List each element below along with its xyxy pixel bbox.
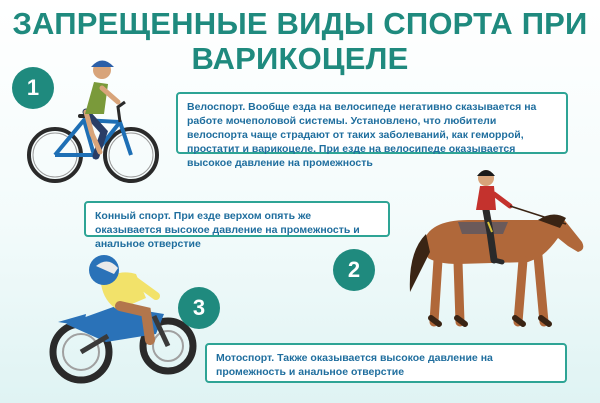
title-line-1: ЗАПРЕЩЕННЫЕ ВИДЫ СПОРТА ПРИ <box>12 6 588 41</box>
title-line-2: ВАРИКОЦЕЛЕ <box>191 41 409 76</box>
section-2-text: Конный спорт. При езде верхом опять же оказывается высокое давление на промежность и анальное отверстие <box>95 210 360 250</box>
cyclist-illustration <box>22 52 162 187</box>
motorcyclist-illustration <box>46 244 201 394</box>
section-3-text-box <box>205 343 567 383</box>
section-1-text: Велоспорт. Вообще езда на велосипеде негативно сказывается на работе мочеполовой системы. Установлено, что любители велоспорта чаще страдают от таких заболеваний, как геморрой, простатит и варикоцеле. При езде на велосипеде оказывается высокое давление на промежность <box>187 101 537 169</box>
horse-rider-illustration <box>398 172 590 332</box>
section-1-number-badge: 1 <box>12 67 54 109</box>
section-3-number-badge: 3 <box>178 287 220 329</box>
section-1-text-box <box>176 92 568 169</box>
section-2-text-box <box>84 201 390 250</box>
section-2-number-badge: 2 <box>333 249 375 291</box>
section-3-text: Мотоспорт. Также оказывается высокое давление на промежность и анальное отверстие <box>216 352 493 378</box>
